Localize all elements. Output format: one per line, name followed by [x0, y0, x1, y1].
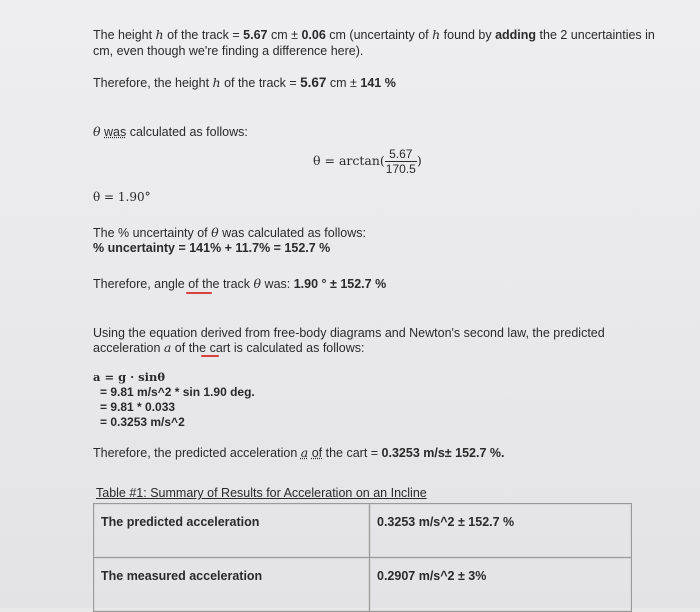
theta-uncertainty-intro — [93, 225, 366, 241]
text: Therefore, the predicted acceleration — [93, 446, 301, 460]
text: acceleration — [93, 341, 164, 355]
calc-line-4: = 0.3253 m/s^2 — [100, 415, 185, 429]
text: cart — [209, 341, 231, 355]
table-cell-value: 0.3253 m/s^2 ± 152.7 % — [370, 504, 632, 558]
text: of — [311, 446, 323, 460]
height-value: 5.67 — [300, 75, 327, 90]
text: The % uncertainty of — [93, 226, 212, 240]
text: the cart = — [322, 446, 382, 460]
symbol-a: a — [163, 340, 172, 355]
symbol-theta: θ — [253, 276, 262, 291]
fraction-denominator: 170.5 — [385, 162, 416, 176]
table-row — [94, 558, 632, 612]
symbol-h: h — [155, 27, 164, 42]
text: was: — [261, 277, 294, 291]
text: cm ± — [326, 76, 361, 90]
calc-line-3: = 9.81 * 0.033 — [100, 400, 176, 414]
text: of the — [171, 341, 210, 355]
symbol-a: a — [300, 445, 309, 460]
text: track — [219, 277, 254, 291]
text: found by — [440, 28, 496, 42]
arctan-equation — [313, 146, 422, 176]
text: cm ± — [267, 28, 302, 42]
symbol-h: h — [432, 27, 441, 42]
spellcheck-underline — [201, 355, 219, 357]
predicted-value: 0.3253 m/s — [381, 446, 445, 460]
height-sentence-line1 — [93, 27, 655, 43]
equation-fraction — [385, 147, 417, 176]
calc-line-1: a = g · sinθ — [93, 370, 166, 384]
height-value: 5.67 — [243, 28, 268, 42]
calc-line-2: = 9.81 m/s^2 * sin 1.90 deg. — [100, 385, 255, 399]
text: of the track = — [220, 76, 301, 90]
spellcheck-underline — [186, 292, 212, 294]
text: of the — [188, 277, 220, 291]
angle-value: 1.90 ° ± 152.7 % — [293, 277, 387, 291]
table-row — [94, 504, 632, 558]
text: was calculated as follows: — [218, 226, 366, 240]
predicted-uncertainty: ± 152.7 %. — [444, 446, 505, 460]
fraction-numerator: 5.67 — [385, 147, 417, 162]
text: the 2 uncertainties in — [536, 28, 655, 42]
text: is calculated as follows: — [230, 341, 365, 355]
text: calculated as follows: — [126, 125, 248, 139]
height-percent-uncertainty: 141 % — [360, 76, 396, 90]
table-cell-label: The predicted acceleration — [94, 504, 370, 558]
height-uncertainty: 0.06 — [301, 28, 326, 42]
equation-lhs: θ = arctan( — [313, 153, 385, 168]
equation-rhs: ) — [416, 153, 422, 168]
newton-sentence-line1: Using the equation derived from free-body diagrams and Newton's second law, the predicted — [93, 326, 605, 340]
uncertainty-label: % uncertainty — [93, 241, 175, 255]
theta-intro — [93, 124, 248, 140]
text: of the track = — [163, 28, 244, 42]
text: Therefore, the height — [93, 76, 213, 90]
height-sentence-line2: cm, even though we're finding a difference here). — [93, 44, 364, 58]
newton-sentence-line2 — [93, 340, 365, 356]
table-caption: Table #1: Summary of Results for Acceleration on an Incline — [96, 486, 427, 500]
symbol-theta: θ — [93, 124, 101, 139]
angle-result-sentence — [93, 276, 386, 292]
height-percent-sentence — [93, 75, 396, 91]
predicted-acceleration-sentence — [93, 445, 504, 461]
uncertainty-equation: = 141% + 11.7% = 152.7 % — [174, 241, 331, 255]
text: was — [104, 125, 127, 139]
text: cm (uncertainty of — [325, 28, 433, 42]
table-cell-value: 0.2907 m/s^2 ± 3% — [370, 558, 632, 612]
symbol-theta: θ — [211, 225, 219, 240]
theta-uncertainty-calc — [93, 240, 330, 256]
adding-word: adding — [495, 28, 537, 42]
table-cell-label: The measured acceleration — [94, 558, 370, 612]
theta-result: θ = 1.90° — [93, 190, 151, 204]
text: Therefore, angle — [93, 277, 189, 291]
text: The height — [93, 28, 156, 42]
results-table — [93, 503, 632, 612]
symbol-h: h — [212, 75, 221, 90]
